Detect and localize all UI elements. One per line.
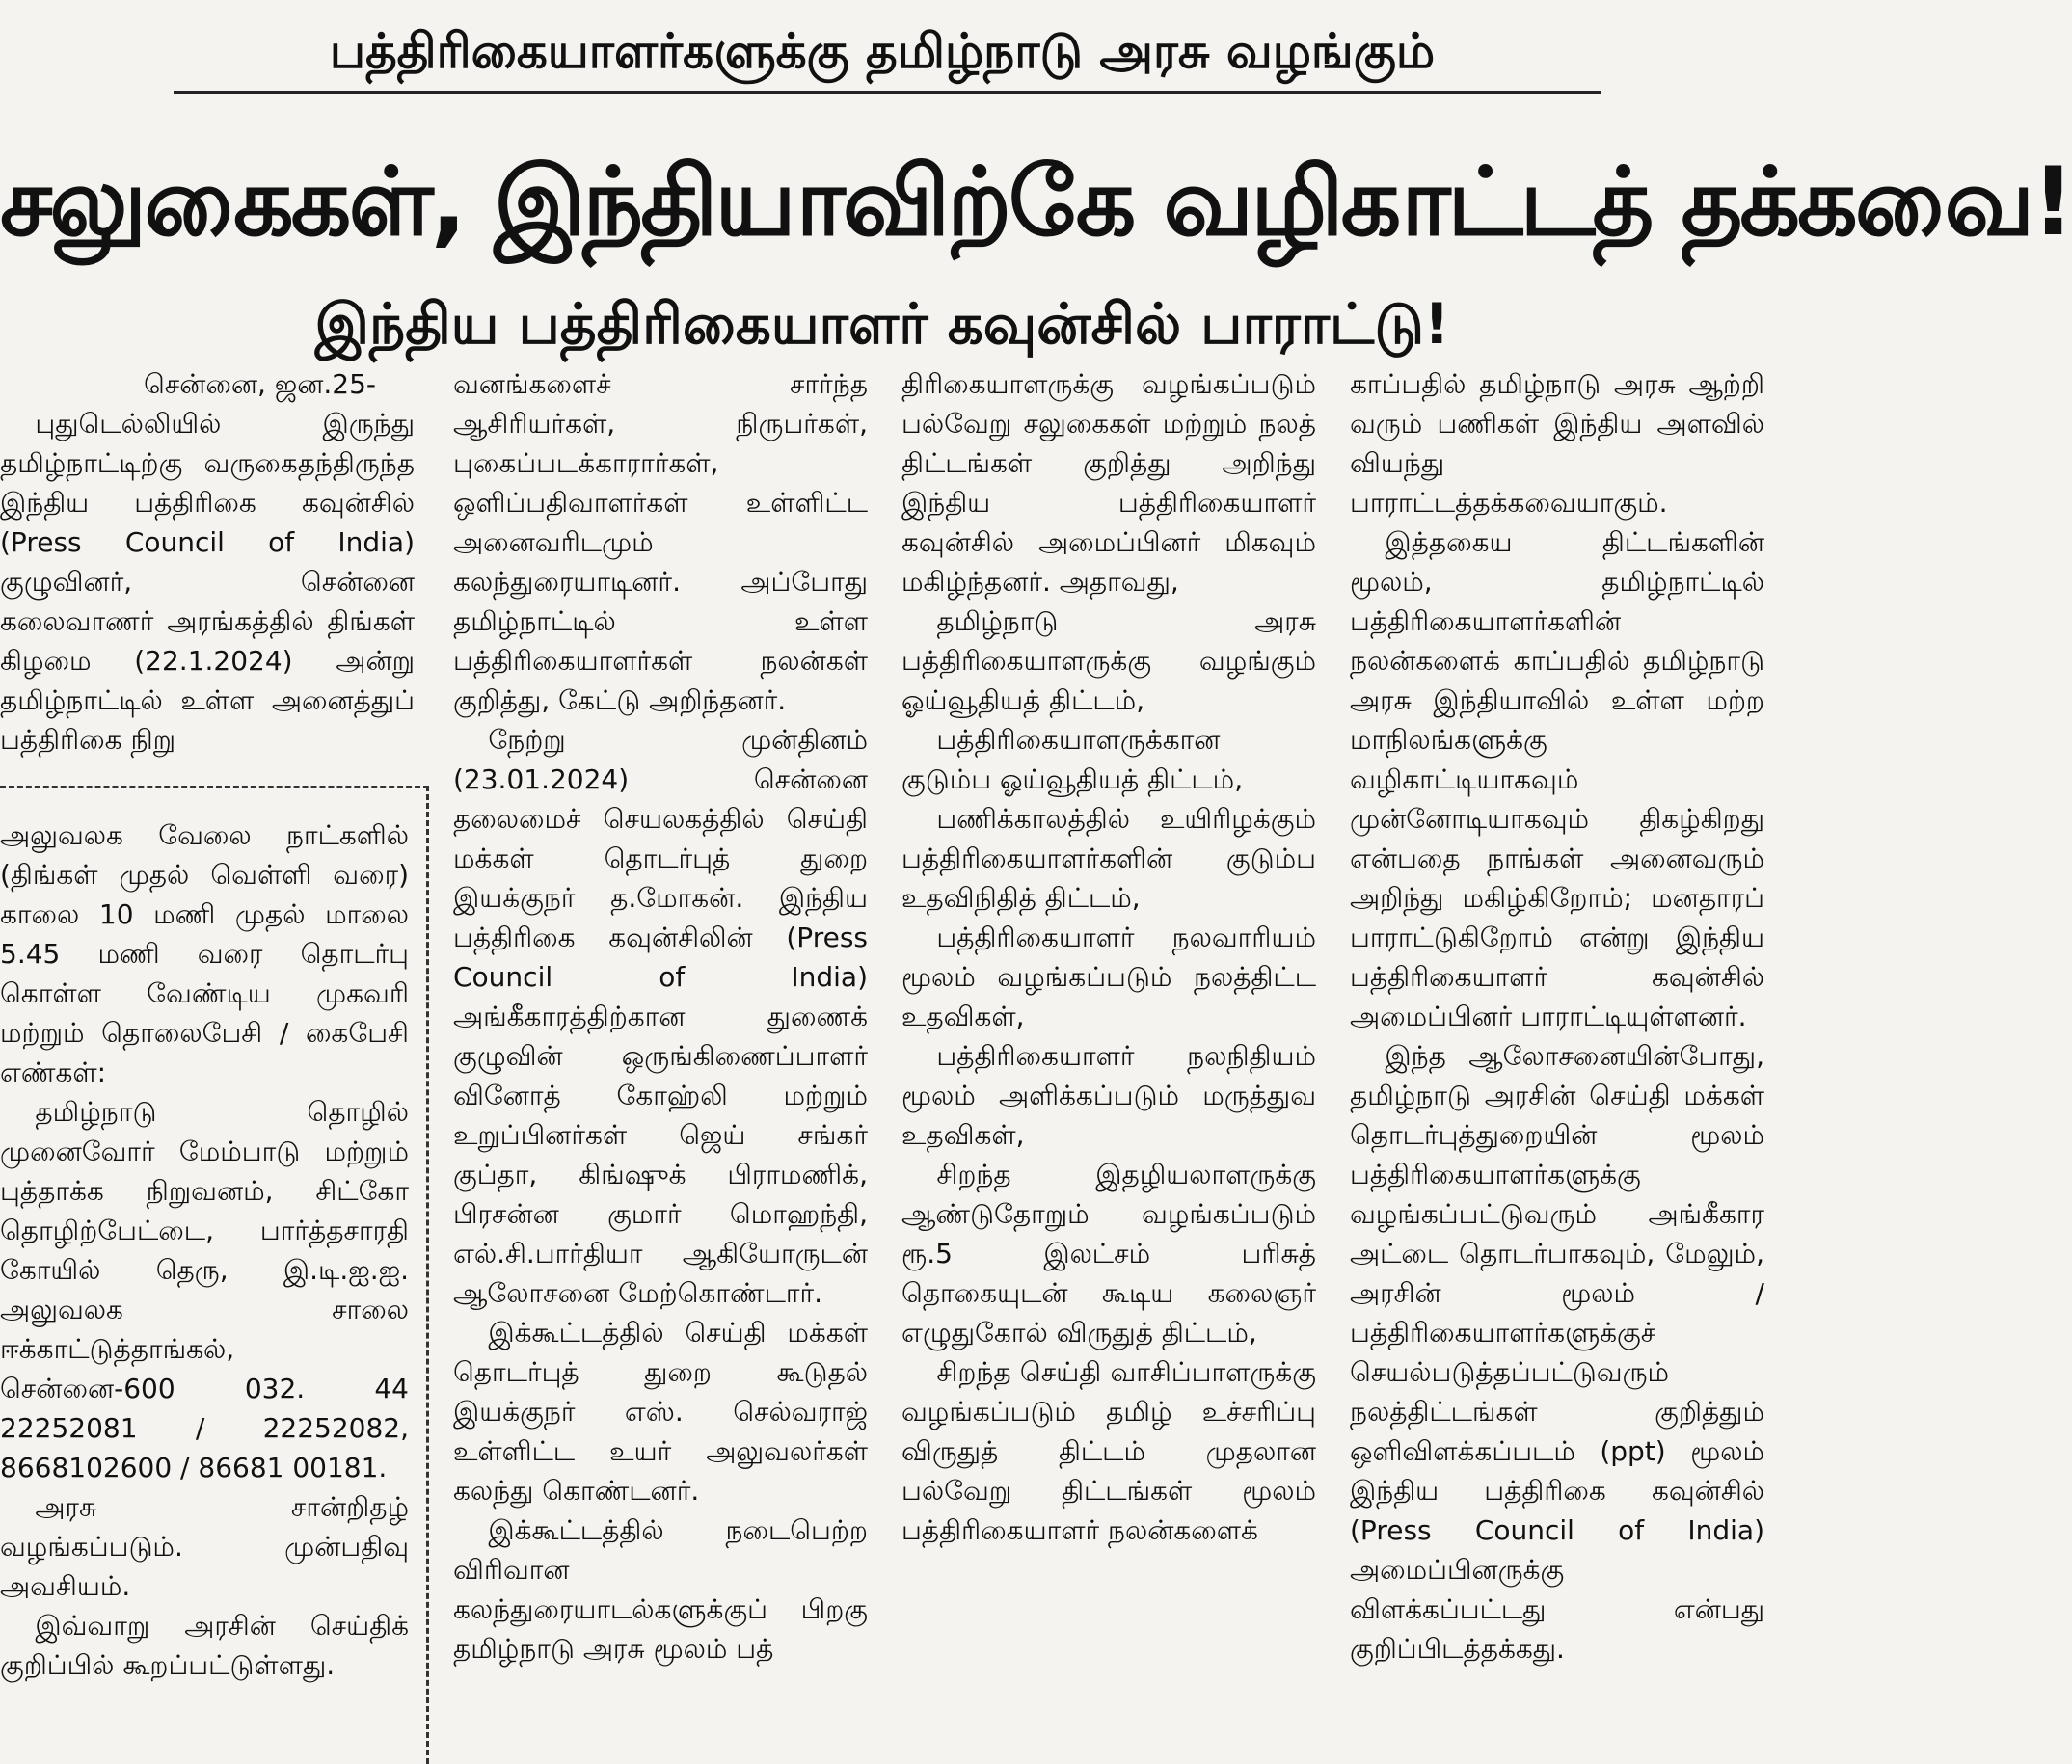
sub-headline: இந்திய பத்திரிகையாளர் கவுன்சில் பாராட்டு!	[314, 291, 1450, 357]
article-column-4	[1350, 364, 1764, 1764]
kicker-heading: பத்திரிகையாளர்களுக்கு தமிழ்நாடு அரசு வழங்கும்	[329, 23, 1436, 79]
article-column-2	[453, 364, 868, 1764]
main-headline: சலுகைகள், இந்தியாவிற்கே வழிகாட்டத் தக்கவை!	[0, 147, 2072, 257]
paragraph: இவ்வாறு அரசின் செய்திக் குறிப்பில் கூறப்பட்டுள்ளது.	[0, 1610, 409, 1681]
paragraph: இக்கூட்டத்தில் செய்தி மக்கள் தொடர்புத் துறை கூடுதல் இயக்குநர் எஸ். செல்வராஜ் உள்ளிட்ட உயர் அலுவலர்கள் கலந்து கொண்டனர்.	[453, 1317, 868, 1507]
paragraph: இத்தகைய திட்டங்களின் மூலம், தமிழ்நாட்டில் பத்திரிகையாளர்களின் நலன்களைக் காப்பதில் தமிழ்நாடு அரசு இந்தியாவில் உள்ள மற்ற மாநிலங்களுக்கு வழிகாட்டியாகவும் முன்னோடியாகவும் திகழ்கிறது என்பதை நாங்கள் அனைவரும் அறிந்து மகிழ்கிறோம்; மனதாரப் பாராட்டுகிறோம் என்று இந்திய பத்திரிகையாளர் கவுன்சில் அமைப்பினர் பாராட்டியுள்ளனர்.	[1350, 526, 1764, 1032]
paragraph: புதுடெல்லியில் இருந்து தமிழ்நாட்டிற்கு வருகைதந்திருந்த இந்திய பத்திரிகை கவுன்சில் (Press Council of India) குழுவினர், சென்னை கலைவாணர் அரங்கத்தில் திங்கள் கிழமை (22.1.2024) அன்று தமிழ்நாட்டில் உள்ள அனைத்துப் பத்திரிகை நிறு	[0, 408, 415, 756]
paragraph: பத்திரிகையாளர் நலவாரியம் மூலம் வழங்கப்படும் நலத்திட்ட உதவிகள்,	[901, 922, 1316, 1032]
article-column-3	[901, 364, 1316, 1764]
paragraph: பத்திரிகையாளர் நலநிதியம் மூலம் அளிக்கப்படும் மருத்துவ உதவிகள்,	[901, 1040, 1316, 1151]
paragraph: சிறந்த இதழியலாளருக்கு ஆண்டுதோறும் வழங்கப்படும் ரூ.5 இலட்சம் பரிசுத் தொகையுடன் கூடிய கலைஞர் எழுதுகோல் விருதுத் திட்டம்,	[901, 1159, 1316, 1349]
paragraph: தமிழ்நாடு அரசு பத்திரிகையாளருக்கு வழங்கும் ஓய்வூதியத் திட்டம்,	[901, 605, 1316, 716]
paragraph: இந்த ஆலோசனையின்போது, தமிழ்நாடு அரசின் செய்தி மக்கள் தொடர்புத்துறையின் மூலம் பத்திரிகையாளர்களுக்கு வழங்கப்பட்டுவரும் அங்கீகார அட்டை தொடர்பாகவும், மேலும், அரசின் மூலம் / பத்திரிகையாளர்களுக்குச் செயல்படுத்தப்பட்டுவரும் நலத்திட்டங்கள் குறித்தும் ஒளிவிளக்கப்படம் (ppt) மூலம் இந்திய பத்திரிகை கவுன்சில் (Press Council of India) அமைப்பினருக்கு விளக்கப்பட்டது என்பது குறிப்பிடத்தக்கது.	[1350, 1040, 1764, 1665]
paragraph: பணிக்காலத்தில் உயிரிழக்கும் பத்திரிகையாளர்களின் குடும்ப உதவிநிதித் திட்டம்,	[901, 803, 1316, 914]
dateline: சென்னை, ஜன.25-	[143, 368, 376, 400]
contact-info-box	[0, 786, 429, 1764]
paragraph: பத்திரிகையாளருக்கான குடும்ப ஓய்வூதியத் திட்டம்,	[901, 724, 1244, 795]
paragraph: அலுவலக வேலை நாட்களில் (திங்கள் முதல் வெள்ளி வரை) காலை 10 மணி முதல் மாலை 5.45 மணி வரை தொடர்பு கொள்ள வேண்டிய முகவரி மற்றும் தொலைபேசி / கைபேசி எண்கள்:	[0, 819, 409, 1088]
paragraph: காப்பதில் தமிழ்நாடு அரசு ஆற்றி வரும் பணிகள் இந்திய அளவில் வியந்து பாராட்டத்தக்கவையாகும்.	[1350, 368, 1764, 519]
paragraph: சிறந்த செய்தி வாசிப்பாளருக்கு வழங்கப்படும் தமிழ் உச்சரிப்பு விருதுத் திட்டம் முதலான பல்வேறு திட்டங்கள் மூலம் பத்திரிகையாளர் நலன்களைக்	[901, 1356, 1316, 1546]
paragraph: இக்கூட்டத்தில் நடைபெற்ற விரிவான கலந்துரையாடல்களுக்குப் பிறகு தமிழ்நாடு அரசு மூலம் பத்	[453, 1514, 868, 1665]
paragraph: அரசு சான்றிதழ் வழங்கப்படும். முன்பதிவு அவசியம்.	[0, 1491, 409, 1602]
kicker-rule	[174, 91, 1601, 94]
article-column-1	[0, 364, 415, 769]
paragraph: நேற்று முன்தினம் (23.01.2024) சென்னை தலைமைச் செயலகத்தில் செய்தி மக்கள் தொடர்புத் துறை இயக்குநர் த.மோகன். இந்திய பத்திரிகை கவுன்சிலின் (Press Council of India) அங்கீகாரத்திற்கான துணைக் குழுவின் ஒருங்கிணைப்பாளர் வினோத் கோஹ்லி மற்றும் உறுப்பினர்கள் ஜெய் சங்கர் குப்தா, கிங்ஷுக் பிராமணிக், பிரசன்ன குமார் மொஹந்தி, எல்.சி.பார்தியா ஆகியோருடன் ஆலோசனை மேற்கொண்டார்.	[453, 724, 868, 1309]
paragraph: வனங்களைச் சார்ந்த ஆசிரியர்கள், நிருபர்கள், புகைப்படக்காரார்கள், ஒளிப்பதிவாளர்கள் உள்ளிட்ட அனைவரிடமும் கலந்துரையாடினர். அப்போது தமிழ்நாட்டில் உள்ள பத்திரிகையாளர்கள் நலன்கள் குறித்து, கேட்டு அறிந்தனர்.	[453, 368, 868, 716]
paragraph: தமிழ்நாடு தொழில் முனைவோர் மேம்பாடு மற்றும் புத்தாக்க நிறுவனம், சிட்கோ தொழிற்பேட்டை, பார்த்தசாரதி கோயில் தெரு, இ.டி.ஐ.ஐ. அலுவலக சாலை ஈக்காட்டுத்தாங்கல், சென்னை-600 032. 44 22252081 / 22252082, 8668102600 / 86681 00181.	[0, 1096, 409, 1483]
paragraph: திரிகையாளருக்கு வழங்கப்படும் பல்வேறு சலுகைகள் மற்றும் நலத் திட்டங்கள் குறித்து அறிந்து இந்திய பத்திரிகையாளர் கவுன்சில் அமைப்பினர் மிகவும் மகிழ்ந்தனர். அதாவது,	[901, 368, 1316, 598]
